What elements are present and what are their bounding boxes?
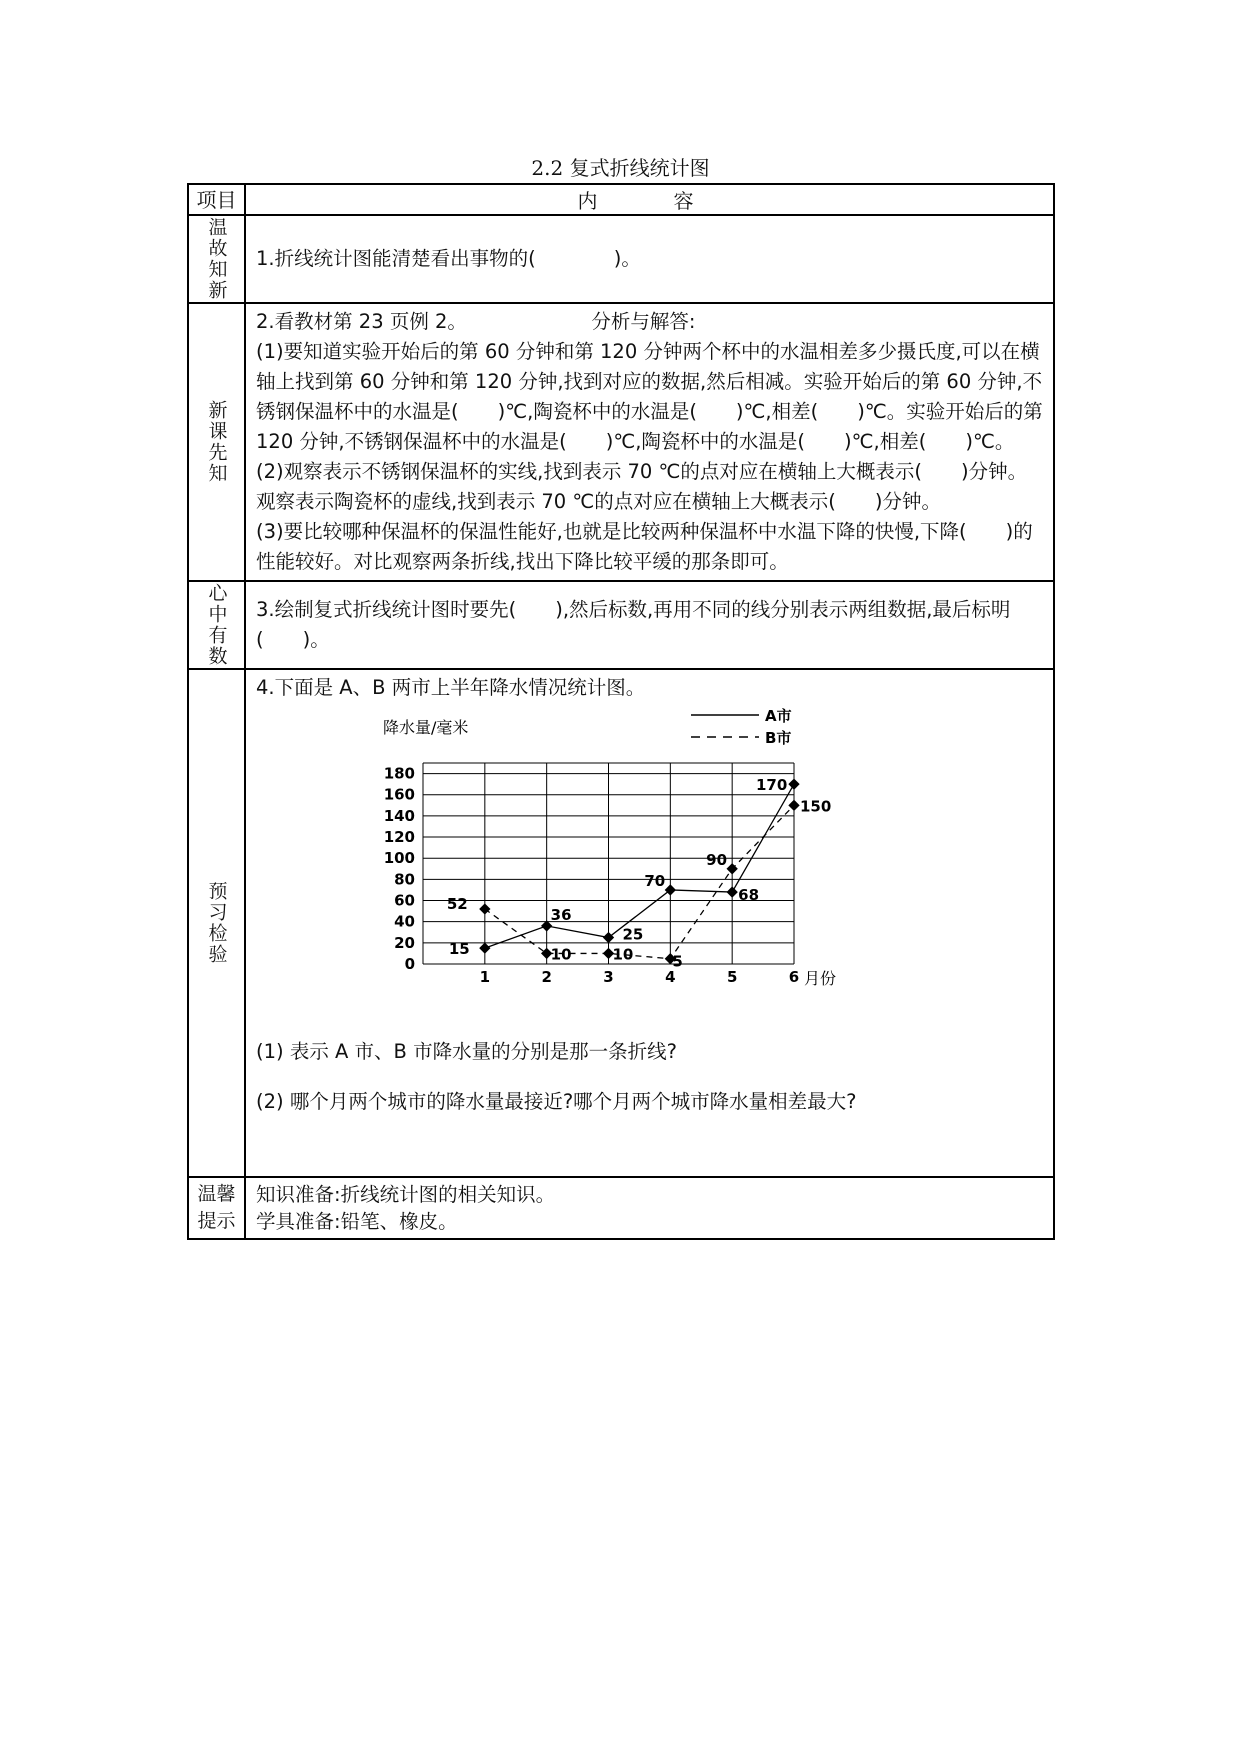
content-tips	[245, 1177, 1054, 1239]
label-key-points: 心中有数	[188, 581, 245, 669]
tip-tools: 学具准备:铅笔、橡皮。	[256, 1210, 458, 1233]
data-label: 150	[800, 797, 832, 816]
data-label: 5	[672, 952, 683, 971]
row-tips	[188, 1177, 1054, 1239]
question-2-intro: 2.看教材第 23 页例 2。	[256, 310, 467, 333]
data-point	[603, 932, 614, 943]
data-point	[479, 903, 490, 914]
y-tick-label: 60	[394, 891, 415, 910]
x-tick-label: 3	[603, 968, 614, 986]
data-label: 15	[448, 940, 470, 959]
paragraph-3: (3)要比较哪种保温杯的保温性能好,也就是比较两种保温杯中水温下降的快慢,下降( )的性能较好。对比观察两条折线,找出下降比较平缓的那条即可。	[256, 520, 1033, 573]
content-review	[245, 215, 1054, 303]
y-tick-label: 120	[383, 828, 415, 847]
data-label: 36	[550, 905, 572, 924]
data-label: 170	[756, 776, 788, 795]
y-tick-label: 140	[383, 806, 415, 825]
content-new-lesson	[245, 303, 1054, 581]
data-point	[727, 863, 738, 874]
question-2	[256, 307, 1043, 337]
legend-label: B市	[765, 729, 792, 747]
label-preview: 预习检验	[188, 669, 245, 1177]
y-tick-label: 80	[394, 870, 415, 889]
x-axis-label: 月份	[804, 969, 837, 988]
y-axis-label: 降水量/毫米	[383, 718, 469, 737]
tip-knowledge: 知识准备:折线统计图的相关知识。	[256, 1183, 556, 1206]
label-review: 温故知新	[188, 215, 245, 303]
row-key-points	[188, 581, 1054, 669]
y-tick-label: 20	[394, 933, 415, 952]
data-label: 52	[446, 894, 468, 913]
header-content: 内 容	[245, 184, 1054, 215]
analysis-heading: 分析与解答:	[591, 310, 696, 333]
header-row	[188, 184, 1054, 215]
x-tick-label: 1	[479, 968, 491, 986]
data-point	[788, 779, 799, 790]
rainfall-chart-svg	[366, 707, 886, 1027]
data-label: 70	[644, 871, 666, 890]
paragraph-2: (2)观察表示不锈钢保温杯的实线,找到表示 70 ℃的点对应在横轴上大概表示( )分钟。观察表示陶瓷杯的虚线,找到表示 70 ℃的点对应在横轴上大概表示( )分钟。	[256, 460, 1028, 513]
content-preview	[245, 669, 1054, 1177]
data-point	[727, 886, 738, 897]
data-label: 68	[738, 886, 760, 905]
label-new-lesson: 新课先知	[188, 303, 245, 581]
x-tick-label: 2	[541, 968, 552, 986]
worksheet-table	[187, 183, 1055, 1240]
label-tips	[188, 1177, 245, 1239]
row-preview	[188, 669, 1054, 1177]
y-tick-label: 160	[383, 785, 415, 804]
question-1: 1.折线统计图能清楚看出事物的( )。	[256, 247, 641, 270]
data-point	[788, 800, 799, 811]
x-tick-label: 6	[788, 968, 800, 986]
header-item: 项目	[188, 184, 245, 215]
data-point	[479, 942, 490, 953]
question-3: 3.绘制复式折线统计图时要先( ),然后标数,再用不同的线分别表示两组数据,最后标明( )。	[256, 598, 1011, 651]
row-new-lesson	[188, 303, 1054, 581]
data-label: 10	[612, 945, 634, 964]
row-review	[188, 215, 1054, 303]
content-key-points	[245, 581, 1054, 669]
data-label: 90	[706, 850, 728, 869]
y-tick-label: 40	[394, 912, 415, 931]
data-label: 25	[622, 925, 644, 944]
page-title: 2.2 复式折线统计图	[531, 156, 710, 180]
label-tips-text: 温馨提示	[197, 1183, 236, 1232]
y-tick-label: 180	[383, 764, 415, 783]
y-tick-label: 0	[404, 955, 415, 973]
rainfall-chart	[366, 707, 886, 1027]
paragraph-1: (1)要知道实验开始后的第 60 分钟和第 120 分钟两个杯中的水温相差多少摄氏度,可以在横轴上找到第 60 分钟和第 120 分钟,找到对应的数据,然后相减。实验开始后的第 60 分钟,不锈钢保温杯中的水温是( )℃,陶瓷杯中的水温是( )℃,相差( )℃。实验开始后的第 120 分钟,不锈钢保温杯中的水温是( )℃,陶瓷杯中的水温是( )℃,相差( )℃。	[256, 340, 1043, 453]
sub-question-1: (1) 表示 A 市、B 市降水量的分别是那一条折线?	[256, 1040, 677, 1063]
y-tick-label: 100	[383, 849, 415, 868]
x-tick-label: 4	[665, 968, 676, 986]
data-label: 10	[550, 945, 572, 964]
series-line	[485, 784, 794, 948]
question-4: 4.下面是 A、B 两市上半年降水情况统计图。	[256, 676, 646, 699]
data-point	[665, 884, 676, 895]
legend-label: A市	[765, 707, 792, 725]
sub-question-2: (2) 哪个月两个城市的降水量最接近?哪个月两个城市降水量相差最大?	[256, 1090, 857, 1113]
x-tick-label: 5	[726, 968, 738, 986]
